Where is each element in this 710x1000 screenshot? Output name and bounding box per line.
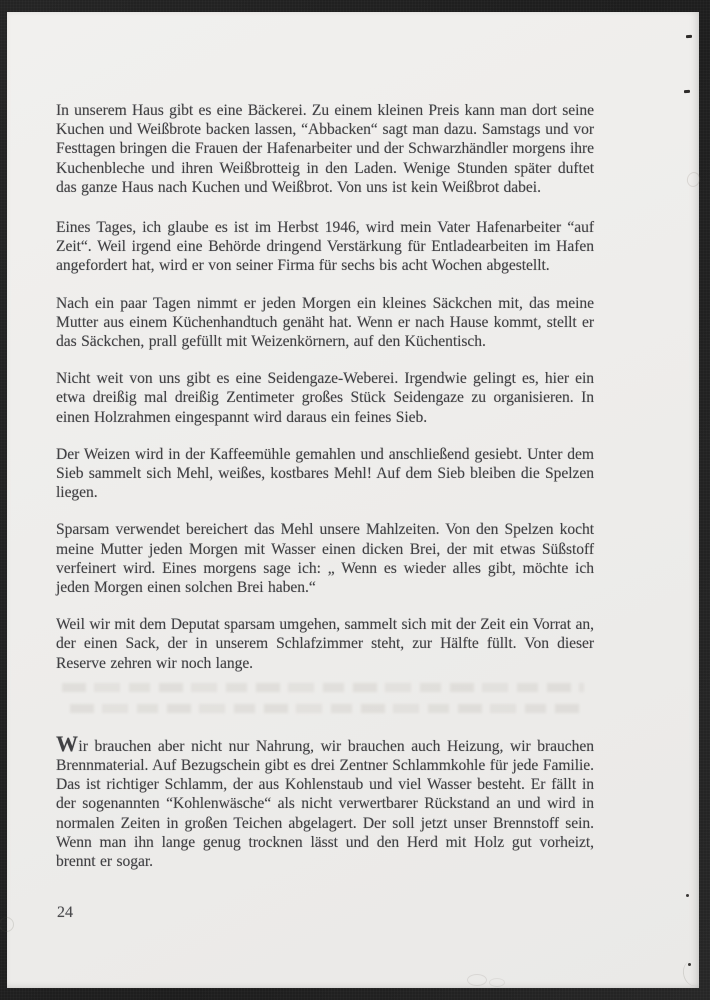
ink-dash-artifact: [686, 35, 692, 38]
paragraph-coal-text: ir brauchen aber nicht nur Nahrung, wir brauchen auch Heizung, wir brauchen Brennmaterial. Auf Bezugschein gibt es drei Zentner Schlammkohle für jede Familie. Das ist richtiger Schlamm, der aus Kohlenstaub und viel Wasser besteht. Er fällt in der sogenannten “Kohlenwäsche“ als nicht verwertbarer Rückstand an und wird in normalen Zeiten in großen Teichen abgelagert. Der soll jetzt unser Brennstoff sein. Wenn man ihn lange genug trocknen lässt und den Herd mit Holz gut vorheizt, brennt er sogar.: [56, 737, 594, 871]
paragraph-porridge: Sparsam verwendet bereichert das Mehl unsere Mahlzeiten. Von den Spelzen kocht meine Mutter jeden Morgen mit Wasser einen dicken Brei, der mit etwas Süßstoff verfeinert wird. Eines morgens sage ich: „ Wenn es wieder alles gibt, möchte ich jeden Morgen einen solchen Brei haben.“: [56, 521, 594, 597]
paragraph-coffee-mill: Der Weizen wird in der Kaffeemühle gemahlen und anschließend gesiebt. Unter dem Sieb sammelt sich Mehl, weißes, kostbares Mehl! Auf dem Sieb bleiben die Spelzen liegen.: [56, 445, 594, 502]
pencil-squiggle-artifact: [489, 978, 505, 987]
text-block: [56, 101, 594, 889]
paragraph-wheat-sack: Nach ein paar Tagen nimmt er jeden Morgen ein kleines Säckchen mit, das meine Mutter aus einem Küchenhandtuch genäht hat. Wenn er nach Hause kommt, stellt er das Säckchen, prall gefüllt mit Weizenkörnern, auf den Küchentisch.: [56, 294, 594, 351]
paragraph-harbor-work: Eines Tages, ich glaube es ist im Herbst 1946, wird mein Vater Hafenarbeiter “auf Zeit“. Weil irgend eine Behörde dringend Verstärkung für Entladearbeiten im Hafen angefordert hat, wird er von seiner Firma für sechs bis acht Wochen abgestellt.: [56, 219, 594, 275]
paragraph-coal: [56, 730, 594, 871]
embossed-ring-artifact: [685, 171, 701, 189]
bleed-line: [70, 704, 584, 713]
dust-speck-artifact: [688, 963, 691, 966]
paragraph-bakery: In unserem Haus gibt es eine Bäckerei. Zu einem kleinen Preis kann man dort seine Kuchen und Weißbrote backen lassen, “Abbacken“ sagt man dazu. Samstags und vor Festtagen bringen die Frauen der Hafenarbeiter und der Schwarzhändler morgens ihre Kuchenbleche und ihren Weißbrotteig in den Laden. Wenige Stunden später duftet das ganze Haus nach Kuchen und Weißbrot. Von uns ist kein Weißbrot dabei.: [56, 102, 594, 196]
bleed-line: [62, 683, 584, 692]
enlarged-initial-letter: W: [56, 730, 79, 756]
pencil-squiggle-artifact: [467, 974, 487, 986]
dust-speck-artifact: [686, 894, 689, 897]
corner-crease-artifact: [681, 958, 708, 988]
ink-dash-artifact: [684, 90, 690, 93]
embossed-ring-artifact: [0, 917, 14, 932]
paragraph-reserve: Weil wir mit dem Deputat sparsam umgehen, sammelt sich mit der Zeit ein Vorrat an, der einen Sack, der in unserem Schlafzimmer steht, zur Hälfte füllt. Von dieser Reserve zehren wir noch lange.: [56, 616, 594, 672]
book-page: [7, 12, 699, 988]
ink-bleedthrough-artifact: [56, 691, 594, 715]
paragraph-silk-gauze: Nicht weit von uns gibt es eine Seidengaze-Weberei. Irgendwie gelingt es, hier ein etwa dreißig mal dreißig Zentimeter großes Stück Seidengaze zu organisieren. In einen Holzrahmen eingespannt wird daraus ein feines Sieb.: [56, 370, 594, 426]
page-number: 24: [57, 904, 73, 921]
